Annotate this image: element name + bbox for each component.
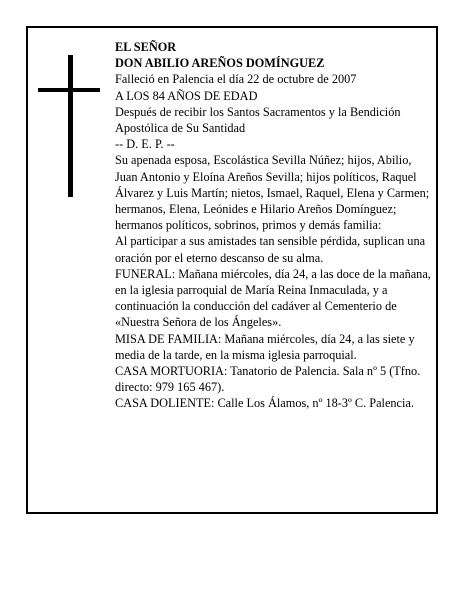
death-line: Falleció en Palencia el día 22 de octubre de 2007 bbox=[115, 72, 357, 87]
rip-line: -- D. E. P. -- bbox=[115, 137, 175, 152]
notice-text bbox=[115, 39, 437, 412]
obituary-notice bbox=[26, 26, 438, 514]
latin-cross-icon bbox=[38, 55, 100, 197]
funeral-paragraph: FUNERAL: Mañana miércoles, día 24, a las doce de la mañana, en la iglesia parroquial de María Reina Inmaculada, y a continuación la conducción del cadáver al Cementerio de «Nuestra Señora de los Ángeles». bbox=[115, 266, 431, 330]
title-line-1: EL SEÑOR bbox=[115, 40, 177, 54]
family-mass-paragraph: MISA DE FAMILIA: Mañana miércoles, día 24, a las siete y media de la tarde, en la misma iglesia parroquial. bbox=[115, 331, 415, 362]
cross-horizontal-bar bbox=[38, 88, 100, 92]
sacraments-paragraph: Después de recibir los Santos Sacramentos y la Bendición Apostólica de Su Santidad bbox=[115, 104, 401, 136]
mourning-house-paragraph: CASA DOLIENTE: Calle Los Álamos, nº 18-3º C. Palencia. bbox=[115, 396, 414, 411]
cross-vertical-bar bbox=[68, 55, 73, 197]
deceased-name: DON ABILIO AREÑOS DOMÍNGUEZ bbox=[115, 56, 325, 71]
request-paragraph: Al participar a sus amistades tan sensible pérdida, suplican una oración por el eterno descanso de su alma. bbox=[115, 234, 426, 265]
family-paragraph: Su apenada esposa, Escolástica Sevilla Núñez; hijos, Abilio, Juan Antonio y Eloína Areños Sevilla; hijos políticos, Raquel Álvarez y Luis Martín; nietos, Ismael, Raquel, Elena y Carmen; hermanos, Elena, Leónides e Hilario Areños Domínguez; hermanos políticos, sobrinos, primos y demás familia: bbox=[115, 153, 430, 233]
funeral-home-paragraph: CASA MORTUORIA: Tanatorio de Palencia. Sala nº 5 (Tfno. directo: 979 165 467). bbox=[115, 364, 421, 395]
age-line: A LOS 84 AÑOS DE EDAD bbox=[115, 88, 258, 103]
